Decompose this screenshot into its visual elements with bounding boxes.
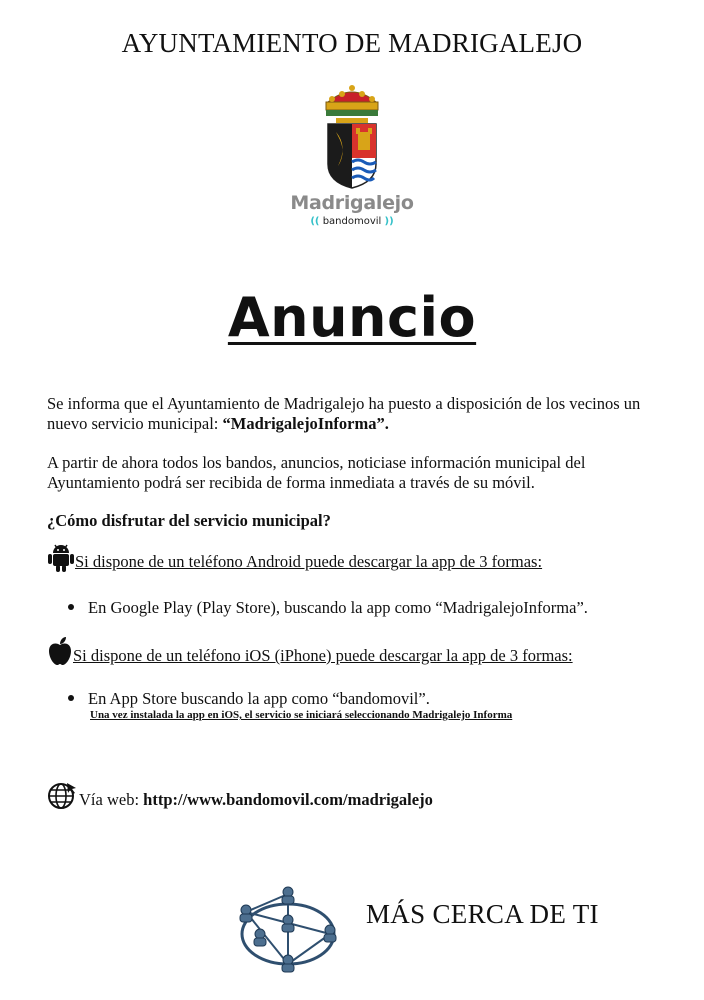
page-header-title: AYUNTAMIENTO DE MADRIGALEJO (121, 28, 583, 58)
app-name-bold: “MadrigalejoInforma”. (222, 414, 389, 433)
android-heading: Si dispone de un teléfono Android puede descargar la app de 3 formas: (75, 552, 543, 571)
brand-subtitle (0, 216, 704, 227)
android-bullet-text: En Google Play (Play Store), buscando la app como “MadrigalejoInforma”. (88, 598, 588, 617)
people-network-icon (232, 884, 344, 976)
bullet-dot-icon (68, 695, 74, 701)
android-icon (47, 542, 75, 572)
brand-name: Madrigalejo (290, 192, 414, 214)
ios-heading-row (47, 636, 573, 666)
coat-of-arms-icon (318, 84, 386, 194)
paragraph-details: A partir de ahora todos los bandos, anuncios, noticiase información municipal del Ayuntamiento podrá ser recibida de forma inmediata a través de su móvil. (47, 453, 586, 492)
android-bullet (68, 598, 588, 618)
announcement-title-text: Anuncio (227, 286, 477, 349)
brand-sub-label: bandomovil (322, 216, 382, 227)
ios-bullet (68, 689, 430, 709)
android-heading-row (47, 542, 542, 572)
ios-heading: Si dispone de un teléfono iOS (iPhone) puede descargar la app de 3 formas: (73, 646, 573, 665)
paragraph-intro-text: Se informa que el Ayuntamiento de Madrigalejo ha puesto a disposición de los vecinos un nuevo servicio municipal: (47, 394, 641, 433)
web-url-link[interactable]: http://www.bandomovil.com/madrigalejo (143, 790, 433, 809)
announcement-title (0, 286, 704, 349)
web-label: Vía web: (79, 790, 144, 809)
footer-slogan: MÁS CERCA DE TI (366, 899, 599, 929)
apple-icon (47, 636, 73, 666)
signal-left-icon: (( (310, 216, 320, 227)
web-row (47, 780, 433, 810)
ios-note: Una vez instalada la app en iOS, el servicio se iniciará seleccionando Madrigalejo Informa (90, 709, 513, 721)
question-heading: ¿Cómo disfrutar del servicio municipal? (47, 511, 331, 530)
ios-bullet-text: En App Store buscando la app como “bandomovil”. (88, 689, 430, 708)
globe-cursor-icon (47, 780, 79, 810)
bullet-dot-icon (68, 604, 74, 610)
signal-right-icon: )) (384, 216, 394, 227)
paragraph-intro (47, 394, 662, 434)
